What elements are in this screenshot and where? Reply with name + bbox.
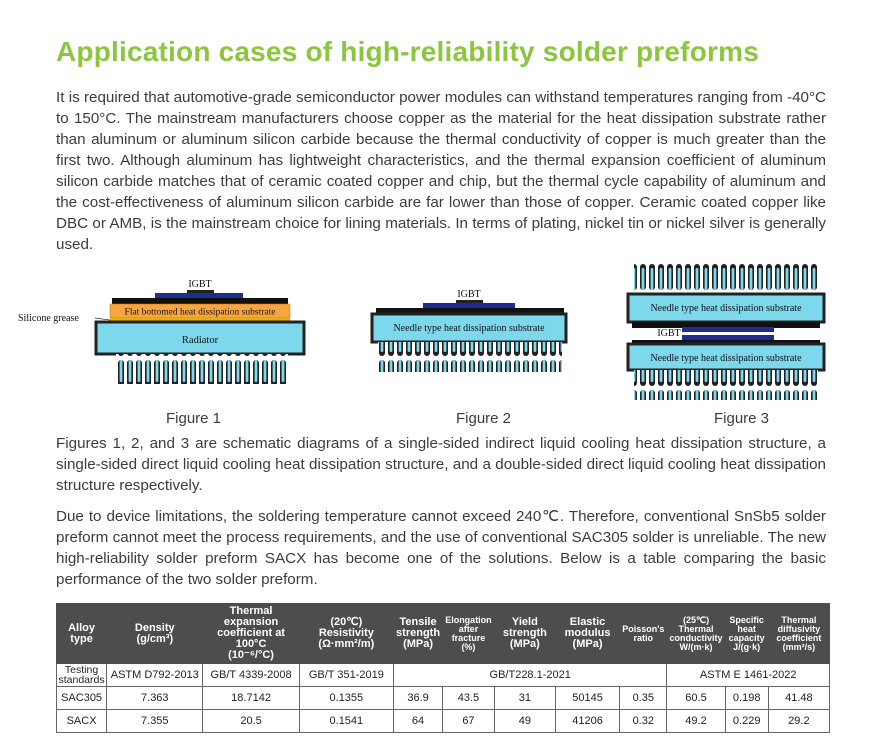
fig1-igbt-label: IGBT	[188, 279, 212, 290]
cell-elastic: 41206	[555, 710, 619, 733]
standards-resistivity: GB/T 351-2019	[299, 664, 393, 687]
cell-alloy: SAC305	[57, 687, 107, 710]
header-elongation: Elongation after fracture (%)	[443, 604, 495, 664]
table-row	[57, 687, 830, 710]
figure-2-caption: Figure 2	[456, 410, 512, 427]
figure-2-diagram	[372, 289, 566, 372]
fig1-grease-label: Silicone grease	[18, 313, 79, 324]
table-row-standards	[57, 664, 830, 687]
table-header-row	[57, 604, 830, 664]
fig1-igbt-chip	[155, 293, 243, 298]
comparison-paragraph: Due to device limitations, the soldering temperature cannot exceed 240℃. Therefore, conventional SnSb5 solder preform cannot meet the process requirements, and the use of conventional SAC305 solder is unreliable. The new high-reliability solder preform SACX has become one of the solutions. Below is a table comparing the basic performance of the two solder preform.	[56, 508, 826, 588]
fig3-bottom-substrate-label: Needle type heat dissipation substrate	[650, 353, 802, 364]
cell-yield: 49	[494, 710, 555, 733]
fig3-top-substrate-label: Needle type heat dissipation substrate	[650, 303, 802, 314]
cell-tensile: 64	[393, 710, 442, 733]
solder-comparison-table	[56, 603, 830, 733]
cell-yield: 31	[494, 687, 555, 710]
header-alloy: Alloy type	[57, 604, 107, 664]
cell-conductivity: 49.2	[667, 710, 725, 733]
header-conductivity: (25℃) Thermal conductivity W/(m·k)	[667, 604, 725, 664]
cell-alloy: SACX	[57, 710, 107, 733]
header-specific-heat: Specific heat capacity J/(g·k)	[725, 604, 768, 664]
cell-elongation: 67	[443, 710, 495, 733]
cell-poisson: 0.35	[620, 687, 667, 710]
figure-3-diagram	[628, 263, 824, 400]
cell-resistivity: 0.1355	[299, 687, 393, 710]
table-row	[57, 710, 830, 733]
cell-specific-heat: 0.229	[725, 710, 768, 733]
fig2-igbt-label: IGBT	[457, 289, 481, 300]
cell-resistivity: 0.1541	[299, 710, 393, 733]
header-yield: Yield strength (MPa)	[494, 604, 555, 664]
header-elastic: Elastic modulus (MPa)	[555, 604, 619, 664]
header-tensile: Tensile strength (MPa)	[393, 604, 442, 664]
standards-thermal-expansion: GB/T 4339-2008	[203, 664, 299, 687]
cell-thermal-expansion: 20.5	[203, 710, 299, 733]
page-title: Application cases of high-reliability solder preforms	[56, 36, 759, 67]
figure-1-caption: Figure 1	[166, 410, 222, 427]
header-thermal-expansion: Thermal expansion coefficient at 100°C (10⁻⁶/°C)	[203, 604, 299, 664]
cell-conductivity: 60.5	[667, 687, 725, 710]
cell-thermal-expansion: 18.7142	[203, 687, 299, 710]
standards-density: ASTM D792-2013	[107, 664, 203, 687]
fig3-igbt-label: IGBT	[657, 328, 681, 339]
fig1-substrate-label: Flat bottomed heat dissipation substrate	[124, 307, 276, 318]
header-diffusivity: Thermal diffusivity coefficient (mm²/s)	[768, 604, 829, 664]
fig3-bottom-fins	[634, 370, 818, 400]
header-resistivity: (20℃) Resistivity (Ω·mm²/m)	[299, 604, 393, 664]
cell-poisson: 0.32	[620, 710, 667, 733]
cell-density: 7.363	[107, 687, 203, 710]
header-density: Density (g/cm³)	[107, 604, 203, 664]
fig3-igbt-bottom	[682, 335, 774, 340]
standards-mechanical: GB/T228.1-2021	[393, 664, 666, 687]
fig2-fins	[378, 342, 562, 372]
cell-diffusivity: 29.2	[768, 710, 829, 733]
cell-specific-heat: 0.198	[725, 687, 768, 710]
cell-density: 7.355	[107, 710, 203, 733]
fig1-radiator-label: Radiator	[181, 335, 219, 346]
standards-thermal: ASTM E 1461-2022	[667, 664, 830, 687]
fig3-top-fins	[634, 263, 818, 293]
fig2-igbt-chip	[423, 303, 515, 308]
cell-elastic: 50145	[555, 687, 619, 710]
header-poisson: Poisson's ratio	[620, 604, 667, 664]
figures-diagram	[0, 255, 893, 415]
fig1-fins	[116, 354, 288, 384]
cell-tensile: 36.9	[393, 687, 442, 710]
figure-1-diagram	[18, 279, 304, 384]
fig2-substrate-label: Needle type heat dissipation substrate	[393, 323, 545, 334]
intro-paragraph: It is required that automotive-grade semiconductor power modules can withstand temperatures ranging from -40°C to 150°C. The mainstream manufacturers choose copper as the material for the heat dissipation substrate rather than aluminum or aluminum silicon carbide because the thermal conductivity of copper is much greater than the first two. Although aluminum has lightweight characteristics, and the thermal expansion coefficient of aluminum silicon carbide matches that of ceramic coated copper and chip, but the thermal cycle capability of aluminum and the cost-effectiveness of aluminum silicon carbide are far lower than those of copper. Ceramic coated copper like DBC or AMB, is the mainstream choice for lining materials. In terms of plating, nickel tin or nickel silver is generally used.	[56, 89, 826, 253]
standards-label: Testing standards	[57, 664, 107, 687]
figures-description: Figures 1, 2, and 3 are schematic diagrams of a single-sided indirect liquid cooling heat dissipation structure, a single-sided direct liquid cooling heat dissipation structure, and a double-sided direct liquid cooling heat dissipation structure respectively.	[56, 435, 826, 494]
figure-3-caption: Figure 3	[714, 410, 770, 427]
fig3-igbt-top	[682, 327, 774, 332]
cell-diffusivity: 41.48	[768, 687, 829, 710]
cell-elongation: 43.5	[443, 687, 495, 710]
